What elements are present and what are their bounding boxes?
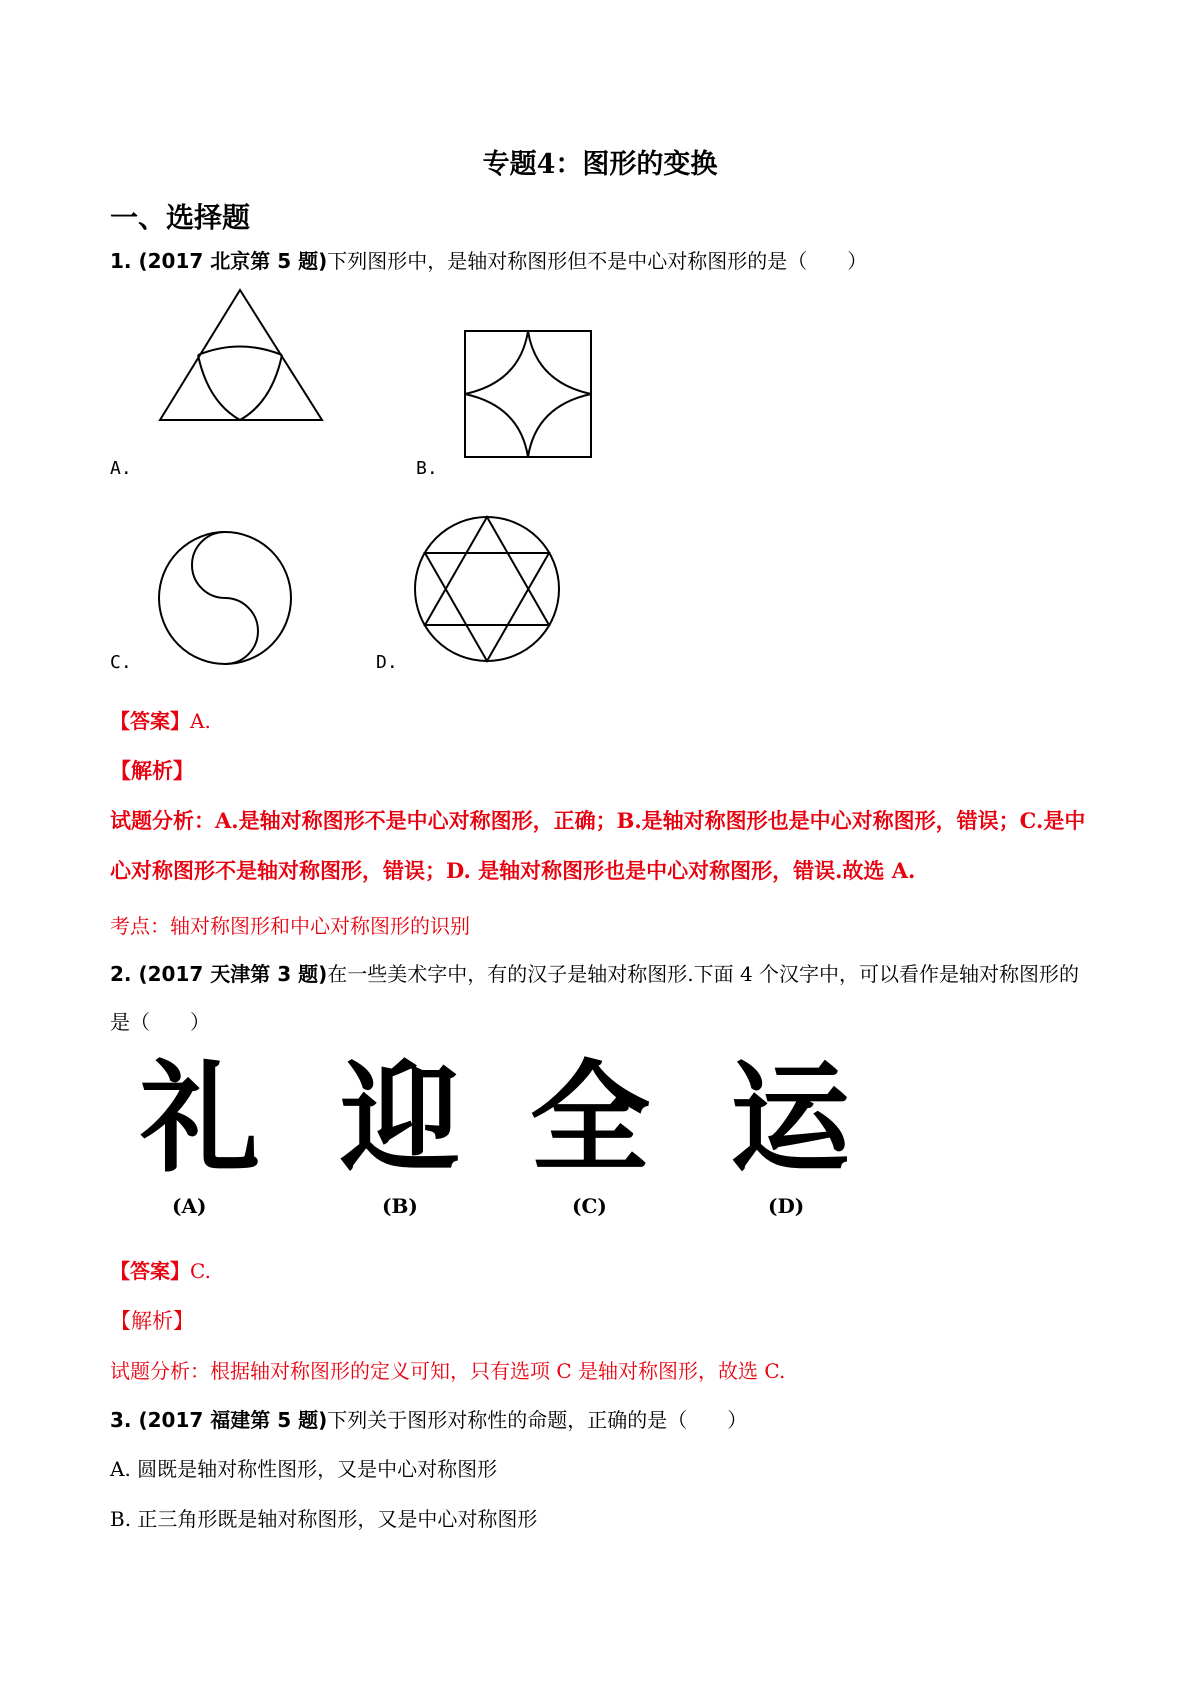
- question-1-text: 下列图形中，是轴对称图形但不是中心对称图形的是（ ）: [327, 249, 868, 273]
- figure-a-triangle: [160, 290, 330, 445]
- q2-answer-value: C.: [190, 1259, 211, 1283]
- character-a-label: (A): [172, 1194, 207, 1218]
- q1-answer-value: A.: [190, 709, 211, 733]
- question-3-option-a: A. 圆既是轴对称性图形，又是中心对称图形: [110, 1457, 498, 1481]
- question-1-source: 1. (2017 北京第 5 题): [110, 249, 328, 273]
- figure-d-circle-hexagram: [412, 514, 562, 664]
- option-a-label: A.: [110, 458, 132, 479]
- character-b-label: (B): [382, 1194, 418, 1218]
- section-heading: 一、选择题: [110, 201, 251, 234]
- q2-analysis-label: 【解析】: [110, 1309, 194, 1333]
- character-b: 迎: [340, 1050, 460, 1189]
- question-1: [110, 245, 867, 274]
- q1-kaodian: 考点：轴对称图形和中心对称图形的识别: [110, 914, 470, 938]
- figure-b-square-star: [464, 330, 594, 460]
- q1-analysis-line-2: 心对称图形不是轴对称图形，错误；D. 是轴对称图形也是中心对称图形，错误.故选 A.: [110, 858, 916, 883]
- question-3-text: 下列关于图形对称性的命题，正确的是（ ）: [327, 1408, 748, 1432]
- q2-answer-label: 【答案】: [110, 1259, 190, 1283]
- character-c: 全: [530, 1050, 650, 1189]
- character-d: 运: [730, 1050, 850, 1189]
- q2-analysis: 试题分析：根据轴对称图形的定义可知，只有选项 C 是轴对称图形，故选 C.: [110, 1359, 786, 1383]
- q2-character-row: [120, 1050, 940, 1218]
- question-2-text-line-1: 在一些美术字中，有的汉子是轴对称图形.下面 4 个汉字中，可以看作是轴对称图形的: [327, 962, 1080, 986]
- question-2-text-line-2: 是（ ）: [110, 1010, 210, 1034]
- figure-c-circle-s-curve: [155, 528, 295, 668]
- question-3-option-b: B. 正三角形既是轴对称图形，又是中心对称图形: [110, 1507, 538, 1531]
- q1-answer: [110, 705, 211, 734]
- character-d-label: (D): [768, 1194, 805, 1218]
- q1-analysis-label: 【解析】: [110, 758, 194, 783]
- question-3: [110, 1404, 747, 1433]
- option-d-label: D.: [376, 652, 398, 673]
- question-3-source: 3. (2017 福建第 5 题): [110, 1408, 328, 1432]
- question-2: [110, 958, 1079, 987]
- q2-answer: [110, 1255, 211, 1284]
- option-b-label: B.: [416, 458, 438, 479]
- question-2-source: 2. (2017 天津第 3 题): [110, 962, 328, 986]
- character-a: 礼: [140, 1050, 260, 1189]
- character-c-label: (C): [572, 1194, 607, 1218]
- q1-answer-label: 【答案】: [110, 709, 190, 733]
- document-title: 专题4：图形的变换: [482, 149, 718, 180]
- q1-analysis-line-1: 试题分析：A.是轴对称图形不是中心对称图形，正确；B.是轴对称图形也是中心对称图形，错误；C.是中: [110, 808, 1086, 833]
- option-c-label: C.: [110, 652, 132, 673]
